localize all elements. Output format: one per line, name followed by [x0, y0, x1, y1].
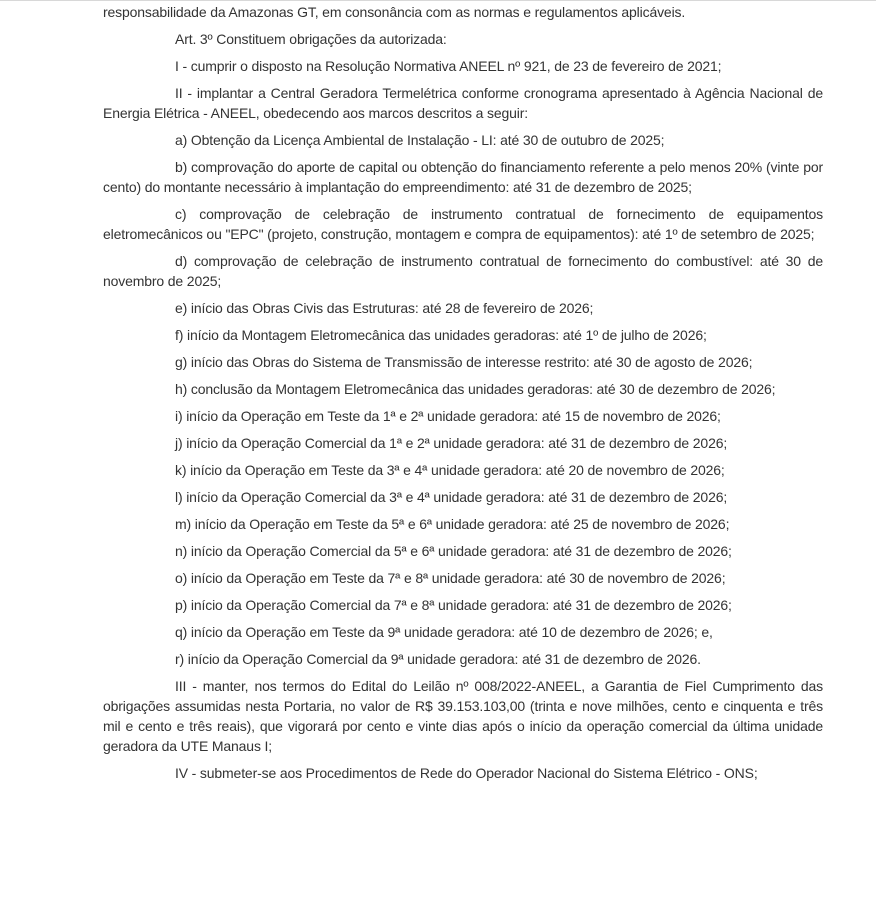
milestone-q: q) início da Operação em Teste da 9ª unidade geradora: até 10 de dezembro de 2026; e, — [175, 624, 713, 640]
page-top-border — [0, 0, 876, 1]
milestone-r: r) início da Operação Comercial da 9ª unidade geradora: até 31 de dezembro de 2026. — [175, 651, 701, 667]
item-II: II - implantar a Central Geradora Termelétrica conforme cronograma apresentado à Agência Nacional de Energia Elétrica - ANEEL, obedecendo aos marcos descritos a seguir: — [103, 85, 823, 121]
intro-paragraph-tail: responsabilidade da Amazonas GT, em consonância com as normas e regulamentos aplicáveis. — [103, 4, 686, 20]
milestone-m: m) início da Operação em Teste da 5ª e 6ª unidade geradora: até 25 de novembro de 2026; — [175, 516, 730, 532]
milestone-n: n) início da Operação Comercial da 5ª e 6ª unidade geradora: até 31 de dezembro de 2026; — [175, 543, 732, 559]
milestone-p: p) início da Operação Comercial da 7ª e 8ª unidade geradora: até 31 de dezembro de 2026; — [175, 597, 732, 613]
item-III: III - manter, nos termos do Edital do Leilão nº 008/2022-ANEEL, a Garantia de Fiel Cumprimento das obrigações assumidas nesta Portaria, no valor de R$ 39.153.103,00 (trinta e nove milhões, cento e cinquenta e três mil e cento e três reais), que vigorará por cento e vinte dias após o início da operação comercial da última unidade geradora da UTE Manaus I; — [103, 678, 823, 754]
milestone-a: a) Obtenção da Licença Ambiental de Instalação - LI: até 30 de outubro de 2025; — [175, 132, 665, 148]
milestone-d: d) comprovação de celebração de instrumento contratual de fornecimento do combustível: até 30 de novembro de 2025; — [103, 253, 823, 289]
item-IV: IV - submeter-se aos Procedimentos de Rede do Operador Nacional do Sistema Elétrico - ONS; — [175, 765, 758, 781]
item-I: I - cumprir o disposto na Resolução Normativa ANEEL nº 921, de 23 de fevereiro de 2021; — [175, 58, 722, 74]
milestone-j: j) início da Operação Comercial da 1ª e 2ª unidade geradora: até 31 de dezembro de 2026; — [175, 435, 728, 451]
document-body — [103, 2, 823, 790]
milestone-o: o) início da Operação em Teste da 7ª e 8ª unidade geradora: até 30 de novembro de 2026; — [175, 570, 726, 586]
milestone-h: h) conclusão da Montagem Eletromecânica das unidades geradoras: até 30 de dezembro de 2026; — [175, 381, 776, 397]
article-3-heading: Art. 3º Constituem obrigações da autorizada: — [175, 31, 447, 47]
milestone-g: g) início das Obras do Sistema de Transmissão de interesse restrito: até 30 de agosto de 2026; — [175, 354, 753, 370]
milestone-e: e) início das Obras Civis das Estruturas: até 28 de fevereiro de 2026; — [175, 300, 594, 316]
milestone-k: k) início da Operação em Teste da 3ª e 4ª unidade geradora: até 20 de novembro de 2026; — [175, 462, 725, 478]
milestone-l: l) início da Operação Comercial da 3ª e 4ª unidade geradora: até 31 de dezembro de 2026; — [175, 489, 728, 505]
milestone-b: b) comprovação do aporte de capital ou obtenção do financiamento referente a pelo menos 20% (vinte por cento) do montante necessário à implantação do empreendimento: até 31 de dezembro de 2025; — [103, 159, 823, 195]
milestone-f: f) início da Montagem Eletromecânica das unidades geradoras: até 1º de julho de 2026; — [175, 327, 707, 343]
milestone-i: i) início da Operação em Teste da 1ª e 2ª unidade geradora: até 15 de novembro de 2026; — [175, 408, 721, 424]
milestone-c: c) comprovação de celebração de instrumento contratual de fornecimento de equipamentos eletromecânicos ou "EPC" (projeto, construção, montagem e compra de equipamentos): até 1º de setembro de 2025; — [103, 206, 823, 242]
